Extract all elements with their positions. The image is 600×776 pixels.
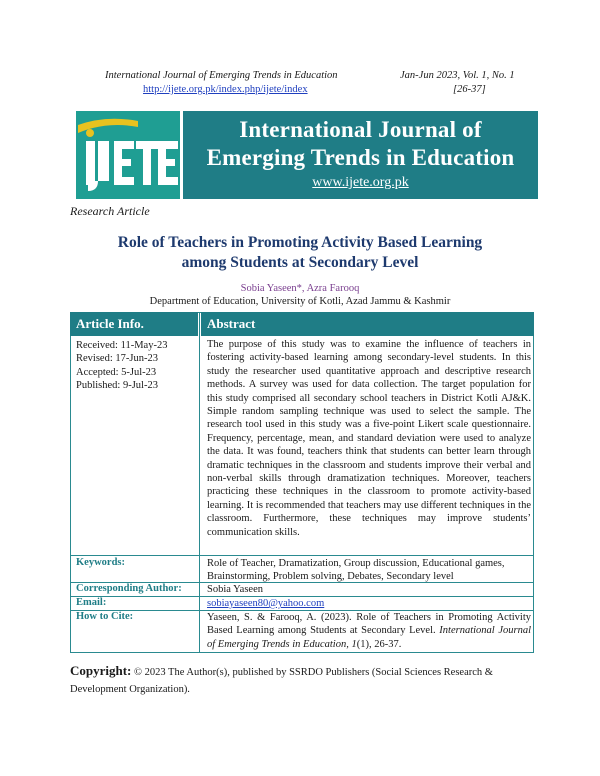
article-dates bbox=[70, 337, 198, 555]
article-type: Research Article bbox=[70, 204, 150, 218]
accepted-date: Accepted: 5-Jul-23 bbox=[76, 366, 157, 378]
paper-title-line2: among Students at Secondary Level bbox=[181, 254, 419, 271]
how-to-cite-label: How to Cite: bbox=[76, 611, 134, 622]
journal-logo bbox=[76, 111, 180, 199]
corresponding-author-value: Sobia Yaseen bbox=[207, 584, 264, 595]
banner-title bbox=[183, 116, 538, 172]
banner-title-line1: International Journal of bbox=[239, 117, 482, 142]
revised-date: Revised: 17-Jun-23 bbox=[76, 353, 158, 365]
ijete-logo-graphic bbox=[76, 111, 180, 199]
column-divider bbox=[199, 312, 200, 653]
citation-main: Yaseen, S. & Farooq, A. (2023). Role of Teachers in Promoting Activity Based Learning among Students at Secondary Level. bbox=[207, 612, 531, 637]
citation-issue-pages: (1), 26-37. bbox=[356, 638, 402, 650]
journal-url-link[interactable]: http://ijete.org.pk/index.php/ijete/index bbox=[143, 84, 308, 95]
abstract-text: The purpose of this study was to examine the influence of teachers in fostering activity-based learning among secondary-level students. In this study the researcher used quantitative approach and descriptive research methods. A survey was used for data collection. The target population for this study comprised all secondary school teachers in District Kotli AJ&K. Simple random sampling technique was used to select the sample. The research tool used in this study was a five-point Likert scale questionnaire. Frequency, percentage, mean, and standard deviation were used to analyze the data. It was found, teachers think that students can better learn through dramatic techniques in the classroom and students improve their verbal and non-verbal skills through dramatization techniques. Moreover, teachers practicing these techniques in the classroom to promote activity-based learning. It is recommended that teachers may use different techniques in the classroom. Furthermore, these techniques may improve students’ communication skills. bbox=[207, 339, 531, 538]
copyright-text: © 2023 The Author(s), published by SSRDO Publishers (Social Sciences Research & Development Organization). bbox=[70, 667, 493, 695]
published-date: Published: 9-Jul-23 bbox=[76, 380, 158, 392]
article-info-header: Article Info. bbox=[70, 312, 198, 336]
banner-website-link[interactable]: www.ijete.org.pk bbox=[312, 175, 409, 190]
abstract-header: Abstract bbox=[201, 312, 534, 336]
corresponding-author-label: Corresponding Author: bbox=[76, 583, 182, 594]
citation-journal: International Journal of Emerging Trends in Education, bbox=[207, 625, 532, 650]
page-range: [26-37] bbox=[453, 84, 486, 95]
citation-text bbox=[207, 611, 531, 651]
running-header-journal: International Journal of Emerging Trends in Education bbox=[105, 70, 338, 81]
copyright-notice bbox=[70, 662, 540, 698]
email-link[interactable]: sobiayaseen80@yahoo.com bbox=[207, 598, 325, 609]
row-divider bbox=[70, 555, 534, 556]
affiliation: Department of Education, University of Kotli, Azad Jammu & Kashmir bbox=[149, 296, 451, 307]
keywords-value: Role of Teacher, Dramatization, Group discussion, Educational games, Brainstorming, Problem solving, Debates, Secondary level bbox=[207, 558, 505, 583]
issue-info: Jan-Jun 2023, Vol. 1, No. 1 bbox=[400, 70, 515, 81]
copyright-label: Copyright: bbox=[70, 663, 132, 678]
email-label: Email: bbox=[76, 597, 107, 608]
paper-title-line1: Role of Teachers in Promoting Activity Based Learning bbox=[117, 234, 483, 251]
keywords-label: Keywords: bbox=[76, 557, 125, 568]
paper-title bbox=[60, 233, 540, 273]
authors: Sobia Yaseen*, Azra Farooq bbox=[240, 283, 360, 294]
received-date: Received: 11-May-23 bbox=[76, 340, 168, 351]
journal-banner bbox=[183, 111, 538, 199]
citation-volume: 1 bbox=[351, 638, 357, 650]
banner-title-line2: Emerging Trends in Education bbox=[206, 145, 515, 170]
